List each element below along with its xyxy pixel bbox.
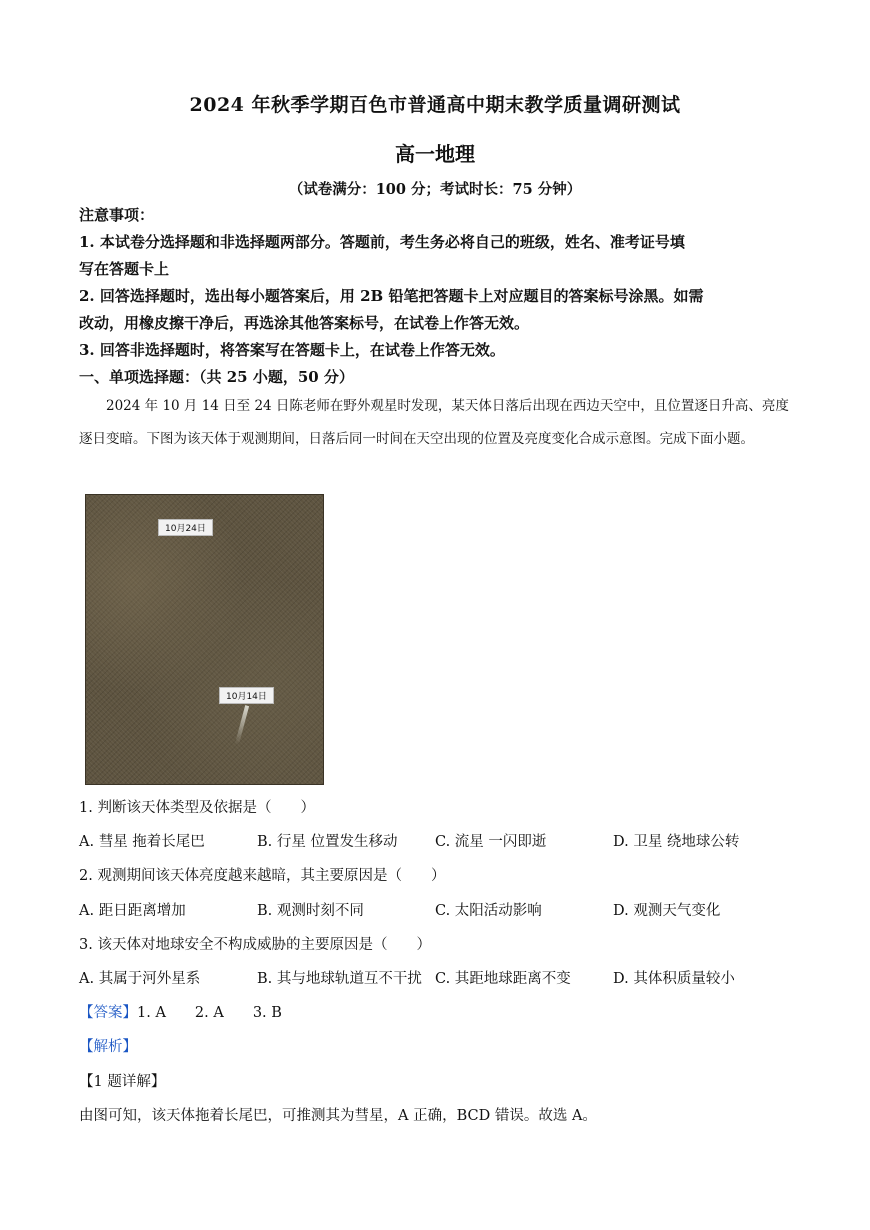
exam-meta: （试卷满分：100 分；考试时长：75 分钟） <box>288 181 582 198</box>
q3-option-d: D. 其体积质量较小 <box>613 971 735 987</box>
answer-tag: 【答案】 <box>79 1005 137 1021</box>
photo-label-oct14: 10月14日 <box>219 687 274 704</box>
q2-option-a: A. 距日距离增加 <box>79 903 186 919</box>
q2-option-b: B. 观测时刻不同 <box>257 903 364 919</box>
answer-values: 1. A 2. A 3. B <box>137 1005 282 1021</box>
exam-title: 2024 年秋季学期百色市普通高中期末教学质量调研测试 <box>189 94 681 116</box>
q3-option-a: A. 其属于河外星系 <box>79 971 201 987</box>
detail-heading: 【1 题详解】 <box>79 1074 166 1090</box>
q3-option-c: C. 其距地球距离不变 <box>435 971 571 987</box>
comet-photo <box>85 494 324 785</box>
analysis-tag: 【解析】 <box>79 1039 137 1055</box>
q1-option-d: D. 卫星 绕地球公转 <box>613 834 740 850</box>
q1-option-a: A. 彗星 拖着长尾巴 <box>79 834 205 850</box>
q1-option-b: B. 行星 位置发生移动 <box>257 834 398 850</box>
note-item-2-line-1: 2. 回答选择题时，选出每小题答案后，用 2B 铅笔把答题卡上对应题目的答案标号涂黑。如需 <box>79 287 704 305</box>
question-1-stem: 1. 判断该天体类型及依据是（ ） <box>79 800 315 816</box>
photo-label-oct24: 10月24日 <box>158 519 213 536</box>
question-stem-paragraph: 2024 年 10 月 14 日至 24 日陈老师在野外观星时发现，某天体日落后出现在西边天空中，且位置逐日升高、亮度逐日变暗。下图为该天体于观测期间，日落后同一时间在天空出现的位置及亮度变化合成示意图。完成下面小题。 <box>79 398 789 447</box>
q2-option-c: C. 太阳活动影响 <box>435 903 542 919</box>
question-2-stem: 2. 观测期间该天体亮度越来越暗，其主要原因是（ ） <box>79 868 446 884</box>
note-item-1-line-1: 1. 本试卷分选择题和非选择题两部分。答题前，考生务必将自己的班级，姓名、准考证号填 <box>79 233 685 251</box>
q1-option-c: C. 流星 一闪即逝 <box>435 834 547 850</box>
note-item-1-line-2: 写在答题卡上 <box>79 260 170 278</box>
section-heading: 一、单项选择题：（共 25 小题，50 分） <box>79 368 354 386</box>
q3-option-b: B. 其与地球轨道互不干扰 <box>257 971 422 987</box>
q2-option-d: D. 观测天气变化 <box>613 903 721 919</box>
notes-heading: 注意事项： <box>79 206 155 224</box>
detail-text: 由图可知，该天体拖着长尾巴，可推测其为彗星，A 正确，BCD 错误。故选 A。 <box>79 1108 597 1124</box>
question-3-stem: 3. 该天体对地球安全不构成威胁的主要原因是（ ） <box>79 937 431 953</box>
note-item-2-line-2: 改动，用橡皮擦干净后，再选涂其他答案标号，在试卷上作答无效。 <box>79 314 530 332</box>
subject-title: 高一地理 <box>395 142 475 166</box>
note-item-3: 3. 回答非选择题时，将答案写在答题卡上，在试卷上作答无效。 <box>79 341 505 359</box>
answer-line <box>79 1001 282 1022</box>
